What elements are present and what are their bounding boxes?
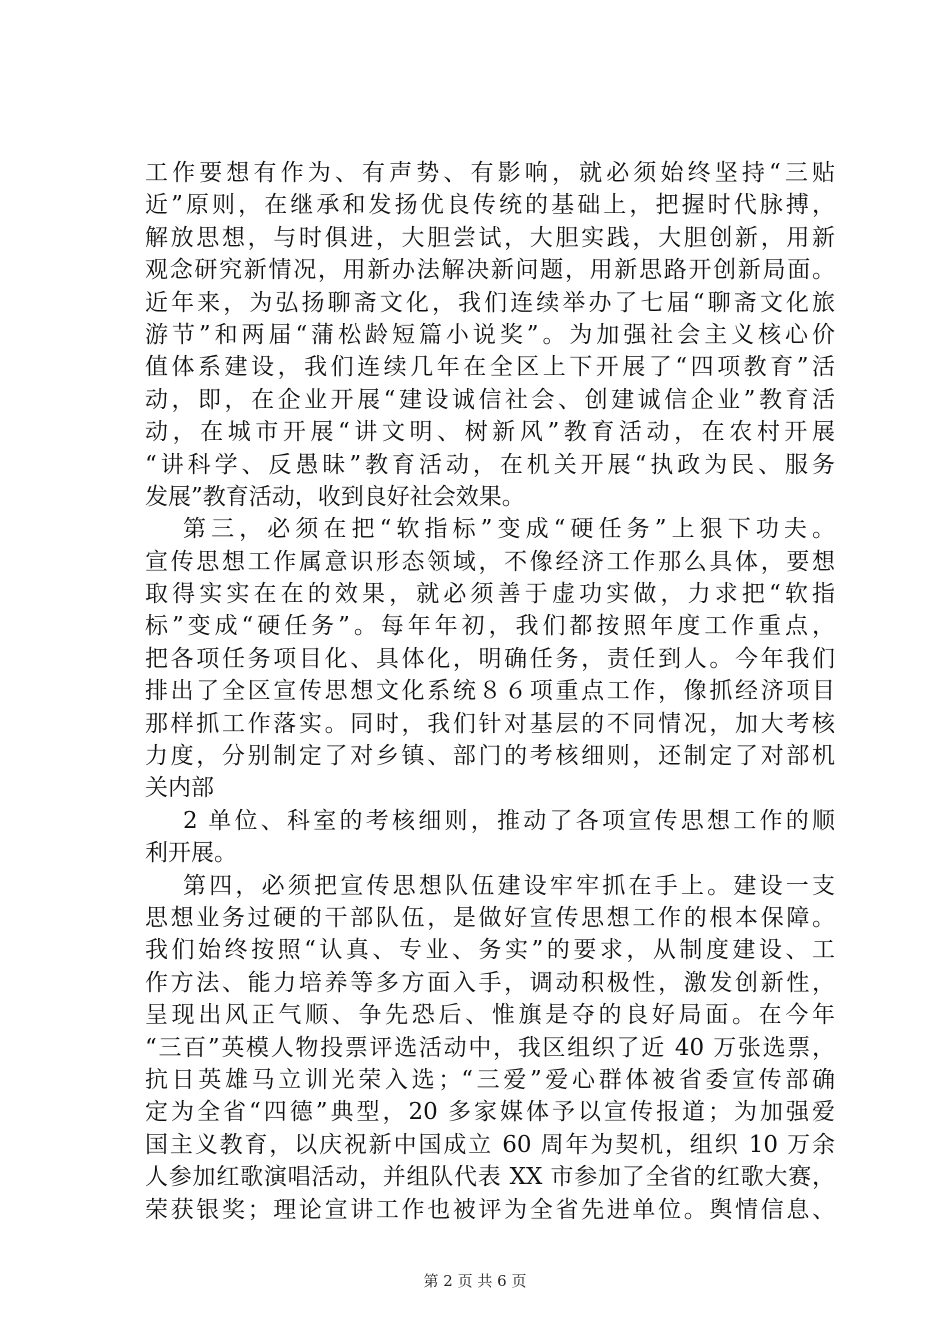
text-line: 国主义教育，以庆祝新中国成立 60 周年为契机，组织 10 万余 [145,1131,835,1158]
text-line: 人参加红歌演唱活动，并组队代表 XX 市参加了全省的红歌大赛， [145,1164,835,1191]
text-line: 宣传思想工作属意识形态领域，不像经济工作那么具体，要想 [145,548,835,575]
text-line: 取得实实在在的效果，就必须善于虚功实做，力求把“软指 [145,581,835,608]
text-line: 近年来，为弘扬聊斋文化，我们连续举办了七届“聊斋文化旅 [145,289,835,316]
text-line: 标”变成“硬任务”。每年年初，我们都按照年度工作重点， [145,613,835,640]
text-line: 把各项任务项目化、具体化，明确任务，责任到人。今年我们 [145,645,835,672]
text-line: 解放思想，与时俱进，大胆尝试，大胆实践，大胆创新，用新 [145,224,835,251]
text-line: 关内部 [145,775,214,802]
text-line: 作方法、能力培养等多方面入手，调动积极性，激发创新性， [145,969,835,996]
text-line: 荣获银奖；理论宣讲工作也被评为全省先进单位。舆情信息、 [145,1196,835,1223]
text-line: 呈现出风正气顺、争先恐后、惟旗是夺的良好局面。在今年 [145,1002,835,1029]
text-line: 近”原则，在继承和发扬优良传统的基础上，把握时代脉搏， [145,192,835,219]
text-line: 排出了全区宣传思想文化系统８６项重点工作，像抓经济项目 [145,678,835,705]
text-line: 2 单位、科室的考核细则，推动了各项宣传思想工作的顺 [183,807,835,834]
text-line: “三百”英模人物投票评选活动中，我区组织了近 40 万张选票， [145,1034,835,1061]
document-body [145,157,835,1226]
text-line: 那样抓工作落实。同时，我们针对基层的不同情况，加大考核 [145,710,835,737]
text-line: 动，在城市开展“讲文明、树新风”教育活动，在农村开展 [145,419,835,446]
text-line: 思想业务过硬的干部队伍，是做好宣传思想工作的根本保障。 [145,904,835,931]
text-line: 我们始终按照“认真、专业、务实”的要求，从制度建设、工 [145,937,835,964]
text-line: 值体系建设，我们连续几年在全区上下开展了“四项教育”活 [145,354,835,381]
text-line: 第四，必须把宣传思想队伍建设牢牢抓在手上。建设一支 [183,872,835,899]
text-line: 力度，分别制定了对乡镇、部门的考核细则，还制定了对部机 [145,743,835,770]
text-line: 动，即，在企业开展“建设诚信社会、创建诚信企业”教育活 [145,386,835,413]
text-line: 游节”和两届“蒲松龄短篇小说奖”。为加强社会主义核心价 [145,321,835,348]
text-line: 观念研究新情况，用新办法解决新问题，用新思路开创新局面。 [145,257,835,284]
text-line: 利开展。 [145,840,237,867]
text-line: “讲科学、反愚昧”教育活动，在机关开展“执政为民、服务 [145,451,835,478]
text-line: 发展”教育活动，收到良好社会效果。 [145,483,525,510]
text-line: 工作要想有作为、有声势、有影响，就必须始终坚持“三贴 [145,160,835,186]
page-footer: 第 2 页 共 6 页 [423,1272,527,1290]
text-line: 抗日英雄马立训光荣入选；“三爱”爱心群体被省委宣传部确 [145,1066,835,1093]
text-line: 第三，必须在把“软指标”变成“硬任务”上狠下功夫。 [183,516,835,543]
text-line: 定为全省“四德”典型，20 多家媒体予以宣传报道；为加强爱 [145,1099,835,1126]
